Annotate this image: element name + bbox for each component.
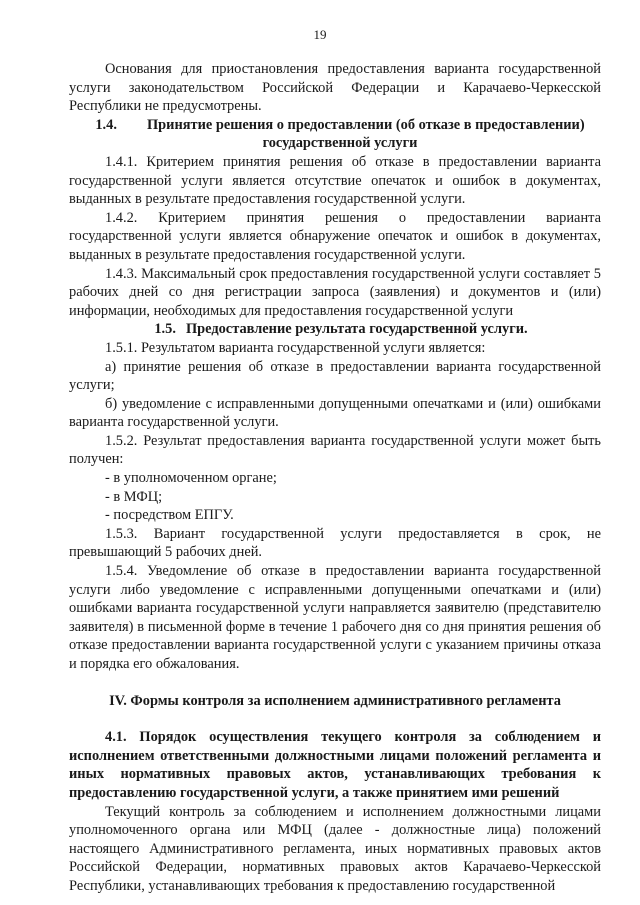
paragraph-intro: Основания для приостановления предоставления варианта государственной услуги законодательством Российской Федерации и Карачаево-Черкесской Республики не предусмотрены. <box>69 61 601 115</box>
page-number: 19 <box>313 27 327 42</box>
paragraph-1-5-2: 1.5.2. Результат предоставления варианта государственной услуги может быть получен: <box>69 432 601 468</box>
paragraph-1-4-1: 1.4.1. Критерием принятия решения об отказе в предоставлении варианта государственной услуги является отсутствие опечаток и ошибок в документах, выданных в результате предоставления государственной услуги. <box>69 153 601 208</box>
list-item: - посредством ЕПГУ. <box>105 507 234 524</box>
heading-1-4-number: 1.4. <box>95 116 117 133</box>
list-item: - в уполномоченном органе; <box>105 470 277 487</box>
heading-1-5 <box>69 320 601 339</box>
heading-4-1: 4.1. Порядок осуществления текущего контроля за соблюдением и исполнением ответственными должностными лицами положений регламента и иных нормативных правовых актов, устанавливающих требования к предоставлению государственной услуги, а также принятием ими решений <box>69 729 601 801</box>
heading-1-5-number: 1.5. <box>154 321 176 338</box>
paragraph-1-5-3: 1.5.3. Вариант государственной услуги предоставляется в срок, не превышающий 5 рабочих дней. <box>69 525 601 561</box>
paragraph-1-5-1: 1.5.1. Результатом варианта государственной услуги является: <box>105 339 486 356</box>
heading-1-5-text: Предоставление результата государственной услуги. <box>185 321 528 338</box>
heading-1-4-text: Принятие решения о предоставлении (об отказе в предоставлении) государственной услуги <box>146 116 585 152</box>
paragraph-1-4-2: 1.4.2. Критерием принятия решения о предоставлении варианта государственной услуги является обнаружение опечаток и ошибок в документах, выданных в результате предоставления государственной услуги. <box>69 209 601 263</box>
paragraph-1-4-3: 1.4.3. Максимальный срок предоставления государственной услуги составляет 5 рабочих дней со дня регистрации запроса (заявления) и документов и (или) информации, необходимых для предоставления государственной услуги <box>69 265 601 319</box>
list-item: - в МФЦ; <box>105 488 163 505</box>
paragraph-final: Текущий контроль за соблюдением и исполнением должностными лицами уполномоченного органа или МФЦ (далее - должностные лица) положений настоящего Административного регламента, иных нормативных правовых актов Российской Федерации, нормативных правовых актов Карачаево-Черкесской Республики, устанавливающих требования к предоставлению государственной <box>69 803 601 894</box>
document-body <box>69 60 601 896</box>
paragraph-1-5-4: 1.5.4. Уведомление об отказе в предоставлении варианта государственной услуги либо уведомление с исправленными допущенными опечатками и (или) ошибками варианта государственной услуги направляется заявителю (представителю заявителя) в письменной форме в течение 1 рабочего дня со дня принятия решения об отказе предоставлении варианта государственной услуги с указанием причины отказа и порядка его обжалования. <box>69 563 601 672</box>
paragraph-item-a: а) принятие решения об отказе в предоставлении варианта государственной услуги; <box>69 358 601 394</box>
section-iv-heading: IV. Формы контроля за исполнением административного регламента <box>109 692 561 709</box>
heading-1-4 <box>69 116 601 153</box>
paragraph-item-b: б) уведомление с исправленными допущенными опечатками и (или) ошибками варианта государственной услуги. <box>69 395 601 431</box>
